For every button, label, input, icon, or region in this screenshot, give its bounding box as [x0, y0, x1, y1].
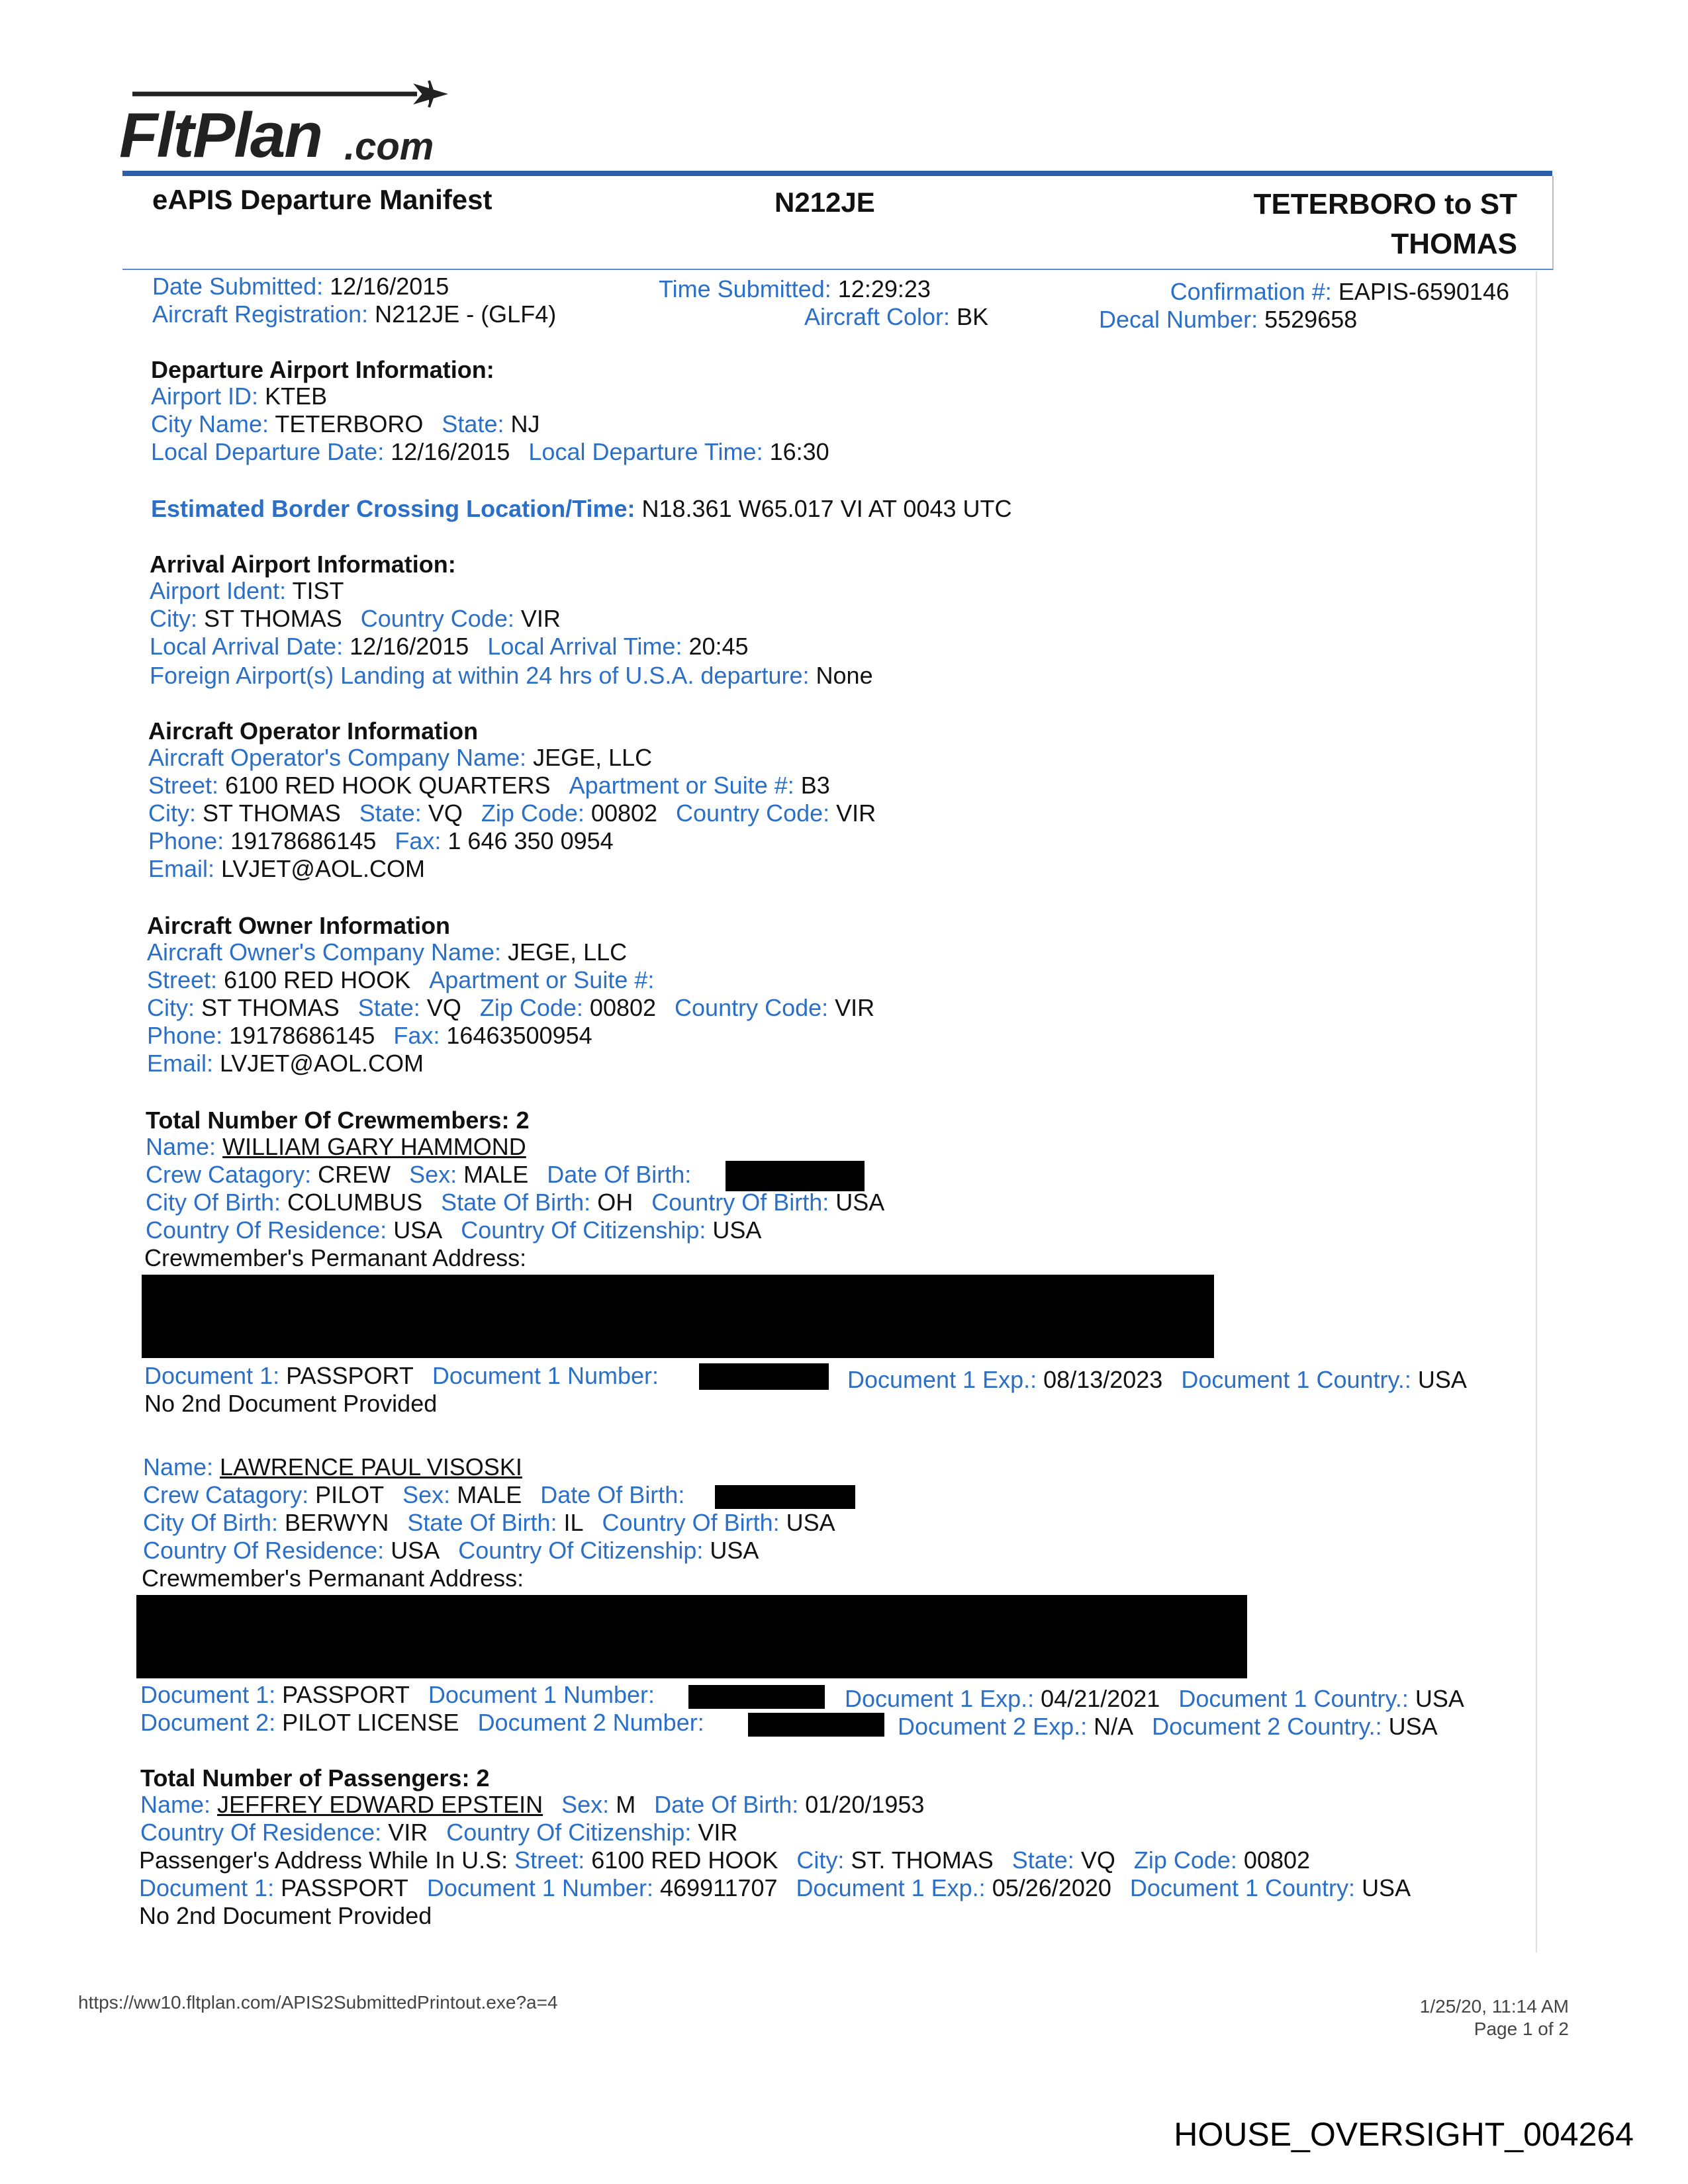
arrival-ident: Airport Ident: TIST	[150, 577, 344, 604]
logo-text: FltPlan	[119, 100, 322, 171]
passenger-1-document-1: Document 1: PASSPORT Document 1 Number: 469911707 Document 1 Exp.: 05/26/2020 Document 1 Country: USA	[139, 1874, 1411, 1901]
redaction-crew-2-dob	[715, 1485, 855, 1509]
crew-2-residence: Country Of Residence: USA Country Of Citizenship: USA	[143, 1537, 759, 1564]
border-crossing: Estimated Border Crossing Location/Time: N18.361 W65.017 VI AT 0043 UTC	[151, 495, 1012, 522]
departure-heading: Departure Airport Information:	[151, 356, 494, 383]
route-line-2: THOMAS	[1391, 228, 1517, 260]
crew-1-category: Crew Catagory: CREW Sex: MALE Date Of Birth:	[146, 1161, 692, 1188]
operator-street: Street: 6100 RED HOOK QUARTERS Apartment or Suite #: B3	[148, 772, 830, 799]
departure-datetime: Local Departure Date: 12/16/2015 Local Departure Time: 16:30	[151, 438, 829, 465]
passengers-heading: Total Number of Passengers: 2	[140, 1764, 490, 1792]
crew-2-birthplace: City Of Birth: BERWYN State Of Birth: IL Country Of Birth: USA	[143, 1509, 835, 1536]
crew-2-address-label: Crewmember's Permanant Address:	[142, 1565, 524, 1592]
content-frame-right	[1536, 271, 1537, 1952]
bates-number: HOUSE_OVERSIGHT_004264	[1174, 2116, 1634, 2153]
aircraft-color: Aircraft Color: BK	[804, 303, 989, 330]
crew-1-document-2-note: No 2nd Document Provided	[144, 1390, 438, 1417]
departure-airport-id: Airport ID: KTEB	[151, 383, 328, 410]
confirmation-number: Confirmation #: EAPIS-6590146	[1170, 278, 1509, 305]
crew-1-residence: Country Of Residence: USA Country Of Citizenship: USA	[146, 1216, 762, 1244]
route-line-1: TETERBORO to ST	[1253, 188, 1517, 220]
crew-1-document-1-exp: Document 1 Exp.: 08/13/2023 Document 1 Country.: USA	[847, 1366, 1467, 1393]
crew-heading: Total Number Of Crewmembers: 2	[146, 1107, 530, 1134]
footer-page-number: Page 1 of 2	[1474, 2019, 1569, 2039]
owner-email: Email: LVJET@AOL.COM	[147, 1050, 424, 1077]
footer-url: https://ww10.fltplan.com/APIS2SubmittedPrintout.exe?a=4	[78, 1992, 558, 2013]
operator-email: Email: LVJET@AOL.COM	[148, 855, 425, 882]
owner-company: Aircraft Owner's Company Name: JEGE, LLC	[147, 938, 628, 966]
crew-2-category: Crew Catagory: PILOT Sex: MALE Date Of Birth:	[143, 1481, 685, 1508]
aircraft-registration: Aircraft Registration: N212JE - (GLF4)	[152, 300, 557, 328]
tail-number: N212JE	[774, 187, 875, 218]
crew-2-document-1: Document 1: PASSPORT Document 1 Number:	[140, 1681, 655, 1708]
arrival-city: City: ST THOMAS Country Code: VIR	[150, 605, 561, 632]
passenger-1-name: Name: JEFFREY EDWARD EPSTEIN Sex: M Date Of Birth: 01/20/1953	[140, 1791, 925, 1818]
departure-city: City Name: TETERBORO State: NJ	[151, 410, 540, 437]
arrival-heading: Arrival Airport Information:	[150, 551, 456, 578]
owner-city: City: ST THOMAS State: VQ Zip Code: 00802 Country Code: VIR	[147, 994, 875, 1021]
arrival-datetime: Local Arrival Date: 12/16/2015 Local Arrival Time: 20:45	[150, 633, 749, 660]
redaction-crew-2-doc1-number	[688, 1685, 825, 1709]
crew-2-document-1-exp: Document 1 Exp.: 04/21/2021 Document 1 Country.: USA	[845, 1685, 1464, 1712]
crew-1-name: Name: WILLIAM GARY HAMMOND	[146, 1133, 526, 1160]
redaction-crew-1-doc-number	[699, 1363, 829, 1390]
logo-suffix: .com	[344, 125, 434, 168]
page-title: eAPIS Departure Manifest	[152, 184, 492, 215]
redaction-crew-2-doc2-number	[748, 1713, 884, 1737]
date-submitted: Date Submitted: 12/16/2015	[152, 273, 449, 300]
crew-1-birthplace: City Of Birth: COLUMBUS State Of Birth: OH Country Of Birth: USA	[146, 1189, 885, 1216]
crew-1-document-1: Document 1: PASSPORT Document 1 Number:	[144, 1362, 659, 1389]
decal-number: Decal Number: 5529658	[1099, 306, 1358, 333]
operator-phone: Phone: 19178686145 Fax: 1 646 350 0954	[148, 827, 614, 854]
operator-heading: Aircraft Operator Information	[148, 717, 479, 745]
redaction-crew-1-dob	[726, 1161, 865, 1191]
redaction-crew-1-address	[142, 1275, 1214, 1358]
crew-1-address-label: Crewmember's Permanant Address:	[144, 1244, 527, 1271]
header-rule	[122, 171, 1552, 176]
footer-datetime: 1/25/20, 11:14 AM	[1419, 1996, 1569, 2017]
redaction-crew-2-address	[136, 1595, 1247, 1678]
passenger-1-document-2-note: No 2nd Document Provided	[139, 1902, 432, 1929]
owner-heading: Aircraft Owner Information	[147, 912, 451, 939]
time-submitted: Time Submitted: 12:29:23	[659, 275, 931, 302]
operator-company: Aircraft Operator's Company Name: JEGE, LLC	[148, 744, 653, 771]
crew-2-name: Name: LAWRENCE PAUL VISOSKI	[143, 1453, 522, 1480]
foreign-airport: Foreign Airport(s) Landing at within 24 hrs of U.S.A. departure: None	[150, 662, 873, 689]
owner-phone: Phone: 19178686145 Fax: 16463500954	[147, 1022, 592, 1049]
crew-2-document-2-exp: Document 2 Exp.: N/A Document 2 Country.: USA	[898, 1713, 1438, 1740]
operator-city: City: ST THOMAS State: VQ Zip Code: 00802 Country Code: VIR	[148, 799, 876, 827]
owner-street: Street: 6100 RED HOOK Apartment or Suite #:	[147, 966, 655, 993]
passenger-1-residence: Country Of Residence: VIR Country Of Citizenship: VIR	[140, 1819, 738, 1846]
passenger-1-address: Passenger's Address While In U.S: Street: 6100 RED HOOK City: ST. THOMAS State: VQ Zip Code: 00802	[139, 1846, 1311, 1874]
crew-2-document-2: Document 2: PILOT LICENSE Document 2 Number:	[140, 1709, 704, 1736]
